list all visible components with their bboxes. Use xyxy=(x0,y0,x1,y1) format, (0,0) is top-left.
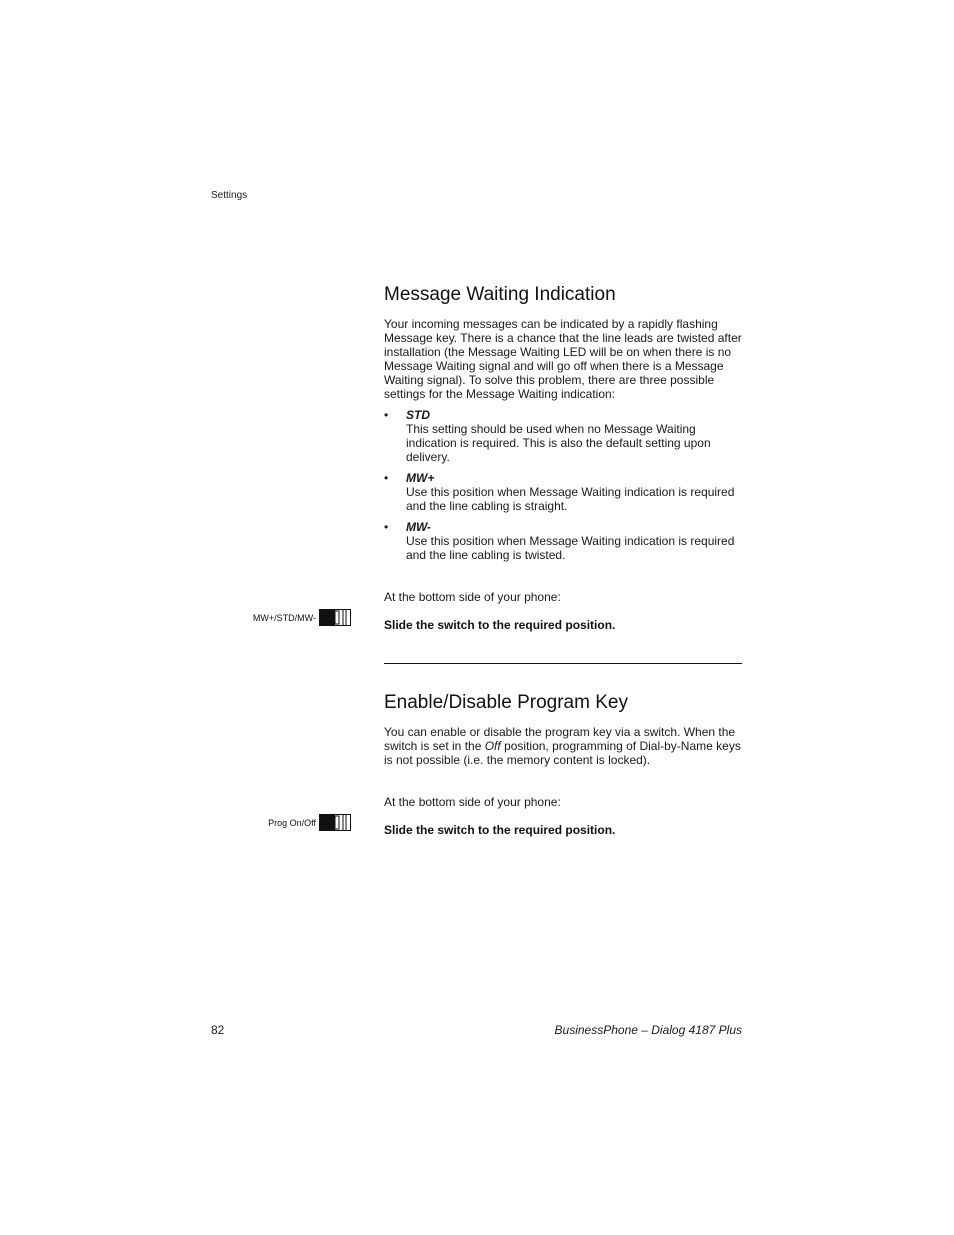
intro-text-part: position, programming of Dial-by-Name keys is not possible (i.e. the memory content is locked). xyxy=(384,739,741,767)
note-text: At the bottom side of your phone: xyxy=(384,590,561,604)
intro-paragraph: Your incoming messages can be indicated by a rapidly flashing Message key. There is a chance that the line leads are twisted after installation (the Message Waiting LED will be on when there is no Message Waiting signal and will go off when there is a Message Waiting signal). To solve this problem, there are three possible settings for the Message Waiting indication: xyxy=(384,317,742,401)
switch-label: Prog On/Off xyxy=(268,818,316,828)
section-title-message-waiting: Message Waiting Indication xyxy=(384,284,616,305)
section-intro-message-waiting xyxy=(384,317,744,401)
bullet-dot: • xyxy=(384,408,389,422)
list-item-description: Use this position when Message Waiting indication is required and the line cabling is straight. xyxy=(406,485,735,513)
bullet-dot: • xyxy=(384,520,389,534)
intro-emphasis: Off xyxy=(484,739,501,753)
list-item-term: MW+ xyxy=(406,471,435,485)
list-item-term: STD xyxy=(406,408,430,422)
instruction-text: Slide the switch to the required position. xyxy=(384,823,616,837)
intro-text-part: You can enable or disable the program key via a switch. When the switch is set in the xyxy=(384,725,736,753)
list-item xyxy=(384,471,744,513)
list-item-description: This setting should be used when no Message Waiting indication is required. This is also the default setting upon delivery. xyxy=(406,422,711,464)
list-item-description: Use this position when Message Waiting indication is required and the line cabling is twisted. xyxy=(406,534,735,562)
switch-label: MW+/STD/MW- xyxy=(252,613,316,623)
footer-product-name: BusinessPhone – Dialog 4187 Plus xyxy=(554,1023,742,1037)
intro-paragraph xyxy=(384,725,744,767)
note-text: At the bottom side of your phone: xyxy=(384,795,561,809)
section-title-program-key: Enable/Disable Program Key xyxy=(384,692,628,713)
section-intro-program-key xyxy=(384,725,744,767)
list-item xyxy=(384,520,744,562)
slide-switch-icon xyxy=(319,814,351,831)
list-item-term: MW- xyxy=(406,520,431,534)
page-number: 82 xyxy=(211,1023,225,1037)
instruction-text: Slide the switch to the required position. xyxy=(384,618,616,632)
section-divider xyxy=(384,663,742,664)
slide-switch-icon xyxy=(319,609,351,626)
running-header: Settings xyxy=(211,190,248,201)
bullet-dot: • xyxy=(384,471,389,485)
list-item xyxy=(384,408,744,464)
